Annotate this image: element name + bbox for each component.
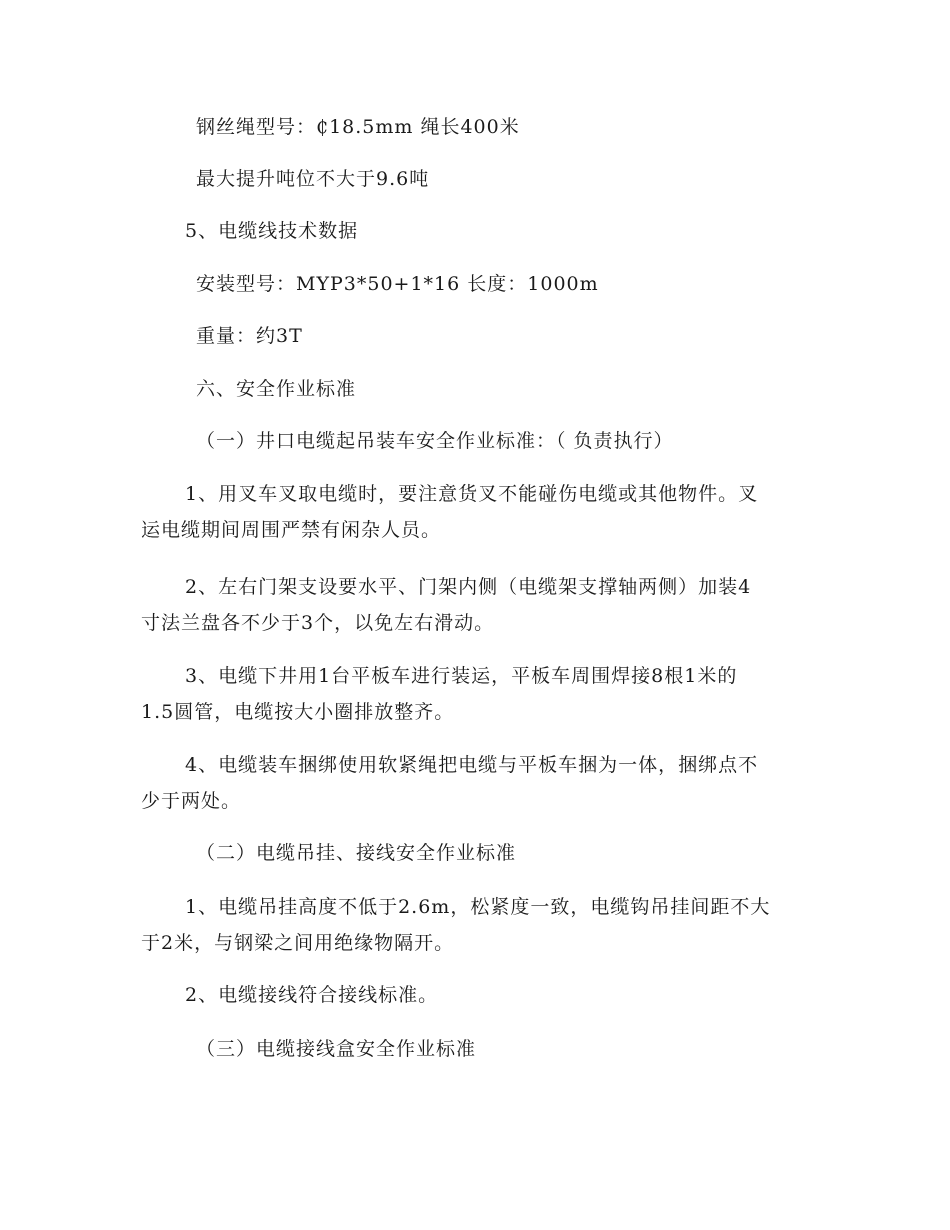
paragraph-line: 4、电缆装车捆绑使用软紧绳把电缆与平板车捆为一体，捆绑点不 [185, 754, 759, 776]
subsection-heading: （三）电缆接线盒安全作业标准 [196, 1038, 477, 1060]
subsection-heading: （一）井口电缆起吊装车安全作业标准：（ 负责执行） [196, 430, 674, 452]
paragraph-line: 1.5圆管，电缆按大小圈排放整齐。 [141, 701, 455, 723]
paragraph-line: 少于两处。 [141, 790, 242, 812]
paragraph-line: 1、用叉车叉取电缆时，要注意货叉不能碰伤电缆或其他物件。叉 [185, 483, 759, 505]
paragraph-line: 寸法兰盘各不少于3个，以免左右滑动。 [141, 612, 495, 634]
paragraph-line: 运电缆期间周围严禁有闲杂人员。 [141, 519, 442, 541]
text-line: 重量：约3T [196, 325, 303, 347]
paragraph-line: 于2米，与钢梁之间用绝缘物隔开。 [141, 932, 455, 954]
section-heading: 六、安全作业标准 [196, 378, 357, 400]
subsection-heading: （二）电缆吊挂、接线安全作业标准 [196, 842, 517, 864]
paragraph-line: 2、左右门架支设要水平、门架内侧（电缆架支撑轴两侧）加装4 [185, 576, 752, 598]
text-line: 最大提升吨位不大于9.6吨 [196, 168, 430, 190]
paragraph-line: 3、电缆下井用1台平板车进行装运，平板车周围焊接8根1米的 [185, 665, 738, 687]
text-line: 安装型号：MYP3*50+1*16 长度：1000m [196, 273, 599, 295]
text-line: 钢丝绳型号：₵18.5mm 绳长400米 [196, 116, 520, 138]
paragraph-line: 2、电缆接线符合接线标准。 [185, 984, 439, 1006]
section-heading: 5、电缆线技术数据 [185, 220, 359, 242]
paragraph-line: 1、电缆吊挂高度不低于2.6m，松紧度一致，电缆钩吊挂间距不大 [185, 896, 771, 918]
